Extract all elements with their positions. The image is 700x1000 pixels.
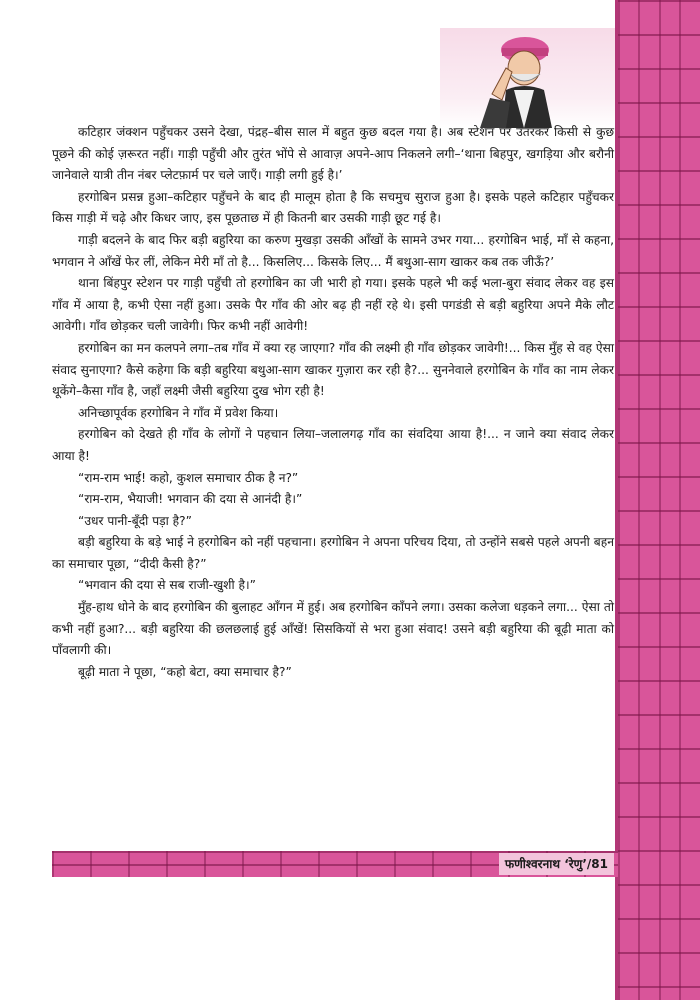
story-text [52,122,614,683]
paragraph: “भगवान की दया से सब राजी-खुशी है।” [78,578,256,593]
page-footer-label: फणीश्वरनाथ ‘रेणु’/81 [499,853,614,875]
paragraph: थाना बिंहपुर स्टेशन पर गाड़ी पहुँची तो हरगोबिन का जी भारी हो गया। इसके पहले भी कई भला-बुरा संवाद लेकर वह इस गाँव में आया है, कभी ऐसा नहीं हुआ। उसके पैर गाँव की ओर बढ़ ही नहीं रहे थे। इसी पगडंडी से बड़ी बहुरिया अपने मैके लौट आवेगी। गाँव छोड़कर चली जावेगी। फिर कभी नहीं आवेगी! [52,276,614,334]
paragraph: गाड़ी बदलने के बाद फिर बड़ी बहुरिया का करुण मुखड़ा उसकी आँखों के सामने उभर गया... हरगोबिन भाई, माँ से कहना, भगवान ने आँखें फेर लीं, लेकिन मेरी माँ तो है... किसलिए... किसके लिए... मैं बथुआ-साग खाकर कब तक जीऊँ?’ [52,232,614,269]
greeting-man-icon [440,28,615,128]
paragraph: “राम-राम भाई! कहो, कुशल समाचार ठीक है न?” [78,470,299,485]
paragraph: हरगोबिन प्रसन्न हुआ–कटिहार पहुँचने के बाद ही मालूम होता है कि सचमुच सुराज हुआ है। इसके पहले कटिहार पहुँचकर किस गाड़ी में चढ़े और किधर जाए, इस पूछताछ में ही कितनी बार उसकी गाड़ी छूट गई है। [52,189,614,226]
brick-border-decoration [615,0,700,1000]
paragraph: “राम-राम, भैयाजी! भगवान की दया से आनंदी है।” [78,492,303,507]
paragraph: बूढ़ी माता ने पूछा, “कहो बेटा, क्या समाचार है?” [78,664,292,679]
paragraph: अनिच्छापूर्वक हरगोबिन ने गाँव में प्रवेश किया। [78,405,279,420]
paragraph: हरगोबिन का मन कलपने लगा–तब गाँव में क्या रह जाएगा? गाँव की लक्ष्मी ही गाँव छोड़कर जावेगी!... किस मुँह से वह ऐसा संवाद सुनाएगा? कैसे कहेगा कि बड़ी बहुरिया बथुआ-साग खाकर गुज़ारा कर रही है?... सुननेवाले हरगोबिन के गाँव का नाम लेकर थूकेंगे–कैसा गाँव है, जहाँ लक्ष्मी जैसी बहुरिया दुख भोग रही है! [52,340,614,399]
greeting-man-illustration [440,28,615,128]
paragraph: कटिहार जंक्शन पहुँचकर उसने देखा, पंद्रह–बीस साल में बहुत कुछ बदल गया है। अब स्टेशन पर उतरकर किसी से कुछ पूछने की कोई ज़रूरत नहीं। गाड़ी पहुँची और तुरंत भोंपे से आवाज़ अपने-आप निकलने लगी–‘थाना बिहपुर, खगड़िया और बरौनी जानेवाले यात्री तीन नंबर प्लेटफ़ार्म पर चले जाएँ। गाड़ी लगी हुई है।’ [52,125,614,183]
paragraph: मुँह-हाथ धोने के बाद हरगोबिन की बुलाहट आँगन में हुई। अब हरगोबिन काँपने लगा। उसका कलेजा धड़कने लगा... ऐसा तो कभी नहीं हुआ?... बड़ी बहुरिया की छलछलाई हुई आँखें! सिसकियों से भरा हुआ संवाद! उसने बड़ी बहुरिया की बूढ़ी माता को पाँवलागी की। [52,600,614,658]
paragraph: बड़ी बहुरिया के बड़े भाई ने हरगोबिन को नहीं पहचाना। हरगोबिन ने अपना परिचय दिया, तो उन्होंने सबसे पहले अपनी बहन का समाचार पूछा, “दीदी कैसी है?” [52,535,614,571]
paragraph: हरगोबिन को देखते ही गाँव के लोगों ने पहचान लिया–जलालगढ़ गाँव का संवदिया आया है!... न जाने क्या संवाद लेकर आया है! [52,427,614,463]
paragraph: “उधर पानी-बूँदी पड़ा है?” [78,513,192,528]
